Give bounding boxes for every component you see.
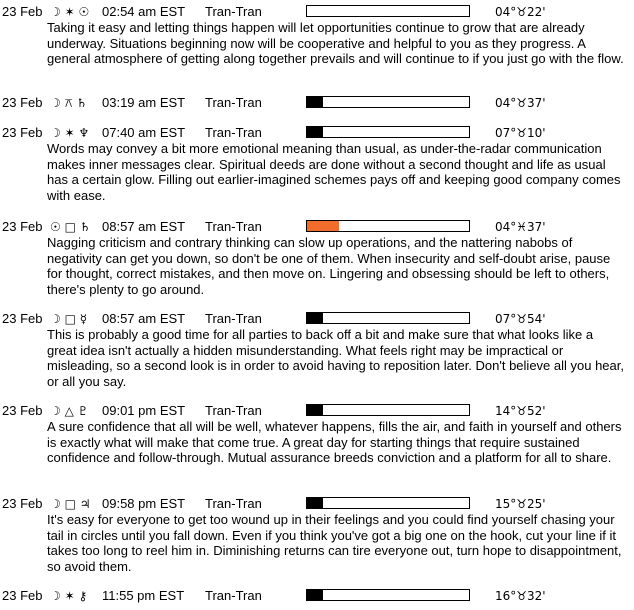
entry-header	[0, 125, 634, 141]
transit-entry	[0, 588, 634, 604]
transit-entry	[0, 403, 634, 466]
transit-entry	[0, 125, 634, 203]
intensity-fill	[307, 590, 323, 600]
entry-date: 23 Feb	[2, 311, 43, 326]
entry-type: Tran-Tran	[205, 311, 262, 326]
zodiac-position: 15°♉25'	[495, 497, 546, 511]
intensity-fill	[307, 127, 323, 137]
zodiac-position: 04°♉22'	[495, 5, 546, 19]
entry-date: 23 Feb	[2, 403, 43, 418]
transit-entry	[0, 496, 634, 574]
intensity-fill	[307, 97, 323, 107]
zodiac-position: 14°♉52'	[495, 404, 546, 418]
aspect-glyphs: ☽ □ ♃	[50, 497, 91, 511]
entry-description: A sure confidence that all will be well, whatever happens, fills the air, and faith in yourself and others is exactly what will make that come true. A great day for starting things that require sustained confidence and follow-through. Mutual assurance breeds conviction and a platform for all to share.	[47, 419, 622, 466]
entry-time: 02:54 am EST	[102, 4, 186, 19]
transit-entry	[0, 95, 634, 111]
entry-header	[0, 311, 634, 327]
entry-header	[0, 588, 634, 604]
zodiac-position: 04°♓37'	[495, 220, 546, 234]
zodiac-position: 07°♉10'	[495, 126, 546, 140]
entry-time: 08:57 am EST	[102, 311, 186, 326]
intensity-bar	[306, 497, 470, 509]
entry-type: Tran-Tran	[205, 219, 262, 234]
aspect-glyphs: ☽ □ ☿	[50, 312, 88, 326]
entry-header	[0, 95, 634, 111]
intensity-bar	[306, 589, 470, 601]
entry-header	[0, 219, 634, 235]
entry-type: Tran-Tran	[205, 4, 262, 19]
aspect-glyphs: ☽ ✶ ⚷	[50, 589, 88, 603]
intensity-fill	[307, 498, 323, 508]
entry-type: Tran-Tran	[205, 403, 262, 418]
zodiac-position: 07°♉54'	[495, 312, 546, 326]
entry-time: 03:19 am EST	[102, 95, 186, 110]
entry-type: Tran-Tran	[205, 125, 262, 140]
entry-date: 23 Feb	[2, 219, 43, 234]
entry-date: 23 Feb	[2, 4, 43, 19]
intensity-bar	[306, 96, 470, 108]
entry-description: This is probably a good time for all parties to back off a bit and make sure that what looks like a great idea isn't actually a hidden misunderstanding. What feels right may be impractical or misleading, so a second look is in order to avoid having to reposition later. Don't believe all you hear, or all you say.	[47, 327, 624, 389]
aspect-glyphs: ☽ ⚻ ♄	[50, 96, 88, 110]
entry-type: Tran-Tran	[205, 496, 262, 511]
entry-time: 08:57 am EST	[102, 219, 186, 234]
entry-date: 23 Feb	[2, 125, 43, 140]
entry-time: 09:58 pm EST	[102, 496, 186, 511]
entry-description: It's easy for everyone to get too wound up in their feelings and you could find yourself chasing your tail in circles until you fall down. Even if you think you've got a big one on the hook, cut your line if it takes too long to reel him in. Diminishing returns can tire everyone out, turn hope to disappointment, so avoid them.	[47, 512, 622, 574]
entry-type: Tran-Tran	[205, 588, 262, 603]
aspect-glyphs: ☽ ✶ ♆	[50, 126, 90, 140]
transit-entry	[0, 219, 634, 297]
zodiac-position: 04°♉37'	[495, 96, 546, 110]
entry-time: 11:55 pm EST	[102, 588, 185, 603]
aspect-glyphs: ☉ □ ♄	[50, 220, 91, 234]
zodiac-position: 16°♉32'	[495, 589, 546, 603]
intensity-fill	[307, 221, 339, 231]
aspect-glyphs: ☽ △ ♇	[50, 404, 89, 418]
intensity-bar	[306, 5, 470, 17]
transit-entry	[0, 311, 634, 389]
intensity-bar	[306, 126, 470, 138]
entry-header	[0, 403, 634, 419]
entry-description: Nagging criticism and contrary thinking can slow up operations, and the nattering nabobs of negativity can get you down, so don't be one of them. When insecurity and self-doubt arise, pause for thought, correct mistakes, and then move on. Lingering and obsessing should be left to others, there's plenty to go around.	[47, 235, 611, 297]
intensity-fill	[307, 405, 323, 415]
entry-description: Taking it easy and letting things happen will let opportunities continue to grow that are already underway. Situations beginning now will be cooperative and helpful to you as they progress. A general atmosphere of getting along together prevails and will continue to if you just go with the flow.	[47, 20, 624, 67]
entry-header	[0, 496, 634, 512]
entry-type: Tran-Tran	[205, 95, 262, 110]
intensity-fill	[307, 313, 323, 323]
entry-time: 07:40 am EST	[102, 125, 186, 140]
entry-date: 23 Feb	[2, 95, 43, 110]
entry-time: 09:01 pm EST	[102, 403, 186, 418]
intensity-bar	[306, 404, 470, 416]
entry-description: Words may convey a bit more emotional meaning than usual, as under-the-radar communication makes inner messages clear. Spiritual deeds are done without a second thought and life as usual has a certain glow. Filling out earlier-imagined schemes pays off and keeping good company comes with ease.	[47, 141, 621, 203]
intensity-bar	[306, 312, 470, 324]
entry-date: 23 Feb	[2, 588, 43, 603]
entry-date: 23 Feb	[2, 496, 43, 511]
transit-entry	[0, 4, 634, 67]
intensity-bar	[306, 220, 470, 232]
entry-header	[0, 4, 634, 20]
aspect-glyphs: ☽ ✶ ☉	[50, 5, 90, 19]
